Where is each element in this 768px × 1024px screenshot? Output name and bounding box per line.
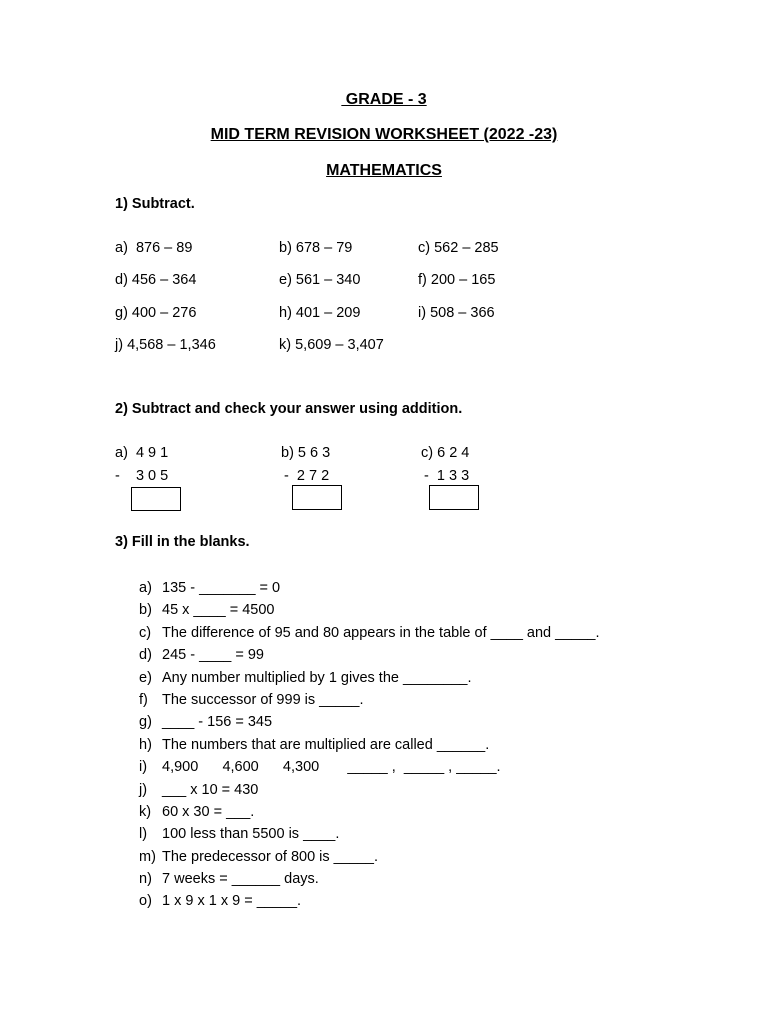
list-item	[139, 846, 600, 868]
list-item	[139, 734, 600, 756]
list-item	[139, 689, 600, 711]
item-label: e)	[139, 669, 152, 686]
q2-answer-box-a[interactable]	[131, 487, 181, 511]
item-label: l)	[139, 826, 148, 843]
list-item	[139, 599, 600, 621]
q1-item-e: e) 561 – 340	[279, 272, 361, 288]
item-text: 7 weeks = ______ days.	[162, 871, 319, 888]
q1-item-i: i) 508 – 366	[418, 305, 495, 321]
list-item	[139, 779, 600, 801]
q2-problem-a-top: a) 4 9 1	[115, 445, 169, 461]
q2-heading: 2) Subtract and check your answer using addition.	[115, 401, 463, 417]
q2-answer-box-c[interactable]	[429, 485, 479, 510]
item-label: c)	[139, 624, 152, 641]
q1-item-k: k) 5,609 – 3,407	[279, 337, 384, 353]
q1-heading: 1) Subtract.	[115, 196, 195, 212]
item-text: 135 - _______ = 0	[162, 580, 281, 596]
item-text: 4,900 4,600 4,300 _____ , _____ , _____.	[162, 759, 501, 776]
q1-item-h: h) 401 – 209	[279, 305, 361, 321]
list-item	[139, 644, 600, 666]
list-item	[139, 801, 600, 823]
q1-item-c: c) 562 – 285	[418, 240, 499, 256]
list-item	[139, 868, 600, 890]
list-item	[139, 890, 600, 912]
q1-item-f: f) 200 – 165	[418, 272, 496, 288]
item-text: The difference of 95 and 80 appears in the table of ____ and _____.	[162, 624, 600, 641]
list-item	[139, 756, 600, 778]
q1-item-a: a) 876 – 89	[115, 240, 193, 256]
item-text: The numbers that are multiplied are called ______.	[162, 736, 490, 753]
item-text: 60 x 30 = ___.	[162, 803, 255, 820]
list-item	[139, 667, 600, 689]
subject-title: MATHEMATICS	[326, 162, 442, 179]
list-item	[139, 577, 600, 599]
q1-item-g: g) 400 – 276	[115, 305, 197, 321]
grade-title: GRADE - 3	[341, 91, 427, 108]
item-label: f)	[139, 691, 148, 708]
q2-problem-b-top: b) 5 6 3	[281, 445, 331, 461]
q2-problem-c-bottom: - 1 3 3	[424, 468, 470, 484]
worksheet-title: MID TERM REVISION WORKSHEET (2022 -23)	[210, 126, 558, 143]
q2-problem-c-top: c) 6 2 4	[421, 445, 470, 461]
list-item	[139, 622, 600, 644]
item-label: n)	[139, 871, 152, 888]
fill-in-blanks-list	[139, 577, 600, 913]
q2-answer-box-b[interactable]	[292, 485, 342, 510]
item-label: g)	[139, 714, 152, 731]
item-label: a)	[139, 580, 152, 596]
item-text: 100 less than 5500 is ____.	[162, 826, 340, 843]
item-label: i)	[139, 759, 148, 776]
item-text: The predecessor of 800 is _____.	[162, 848, 379, 865]
item-text: The successor of 999 is _____.	[162, 691, 364, 708]
item-label: h)	[139, 736, 152, 753]
item-text: 45 x ____ = 4500	[162, 602, 275, 619]
item-label: k)	[139, 803, 152, 820]
item-text: ____ - 156 = 345	[162, 714, 273, 731]
item-text: 245 - ____ = 99	[162, 647, 264, 664]
item-label: d)	[139, 647, 152, 664]
item-label: b)	[139, 602, 152, 619]
item-text: Any number multiplied by 1 gives the ________.	[162, 669, 472, 686]
q2-problem-a-bottom: - 3 0 5	[115, 468, 169, 484]
item-text: ___ x 10 = 430	[162, 781, 259, 798]
item-label: j)	[139, 781, 148, 798]
item-label: o)	[139, 893, 152, 910]
list-item	[139, 823, 600, 845]
q2-problem-b-bottom: - 2 7 2	[284, 468, 330, 484]
item-text: 1 x 9 x 1 x 9 = _____.	[162, 893, 302, 910]
q1-item-b: b) 678 – 79	[279, 240, 353, 256]
item-label: m)	[139, 848, 156, 865]
q1-item-d: d) 456 – 364	[115, 272, 197, 288]
q3-heading: 3) Fill in the blanks.	[115, 534, 250, 550]
list-item	[139, 711, 600, 733]
q1-item-j: j) 4,568 – 1,346	[115, 337, 216, 353]
